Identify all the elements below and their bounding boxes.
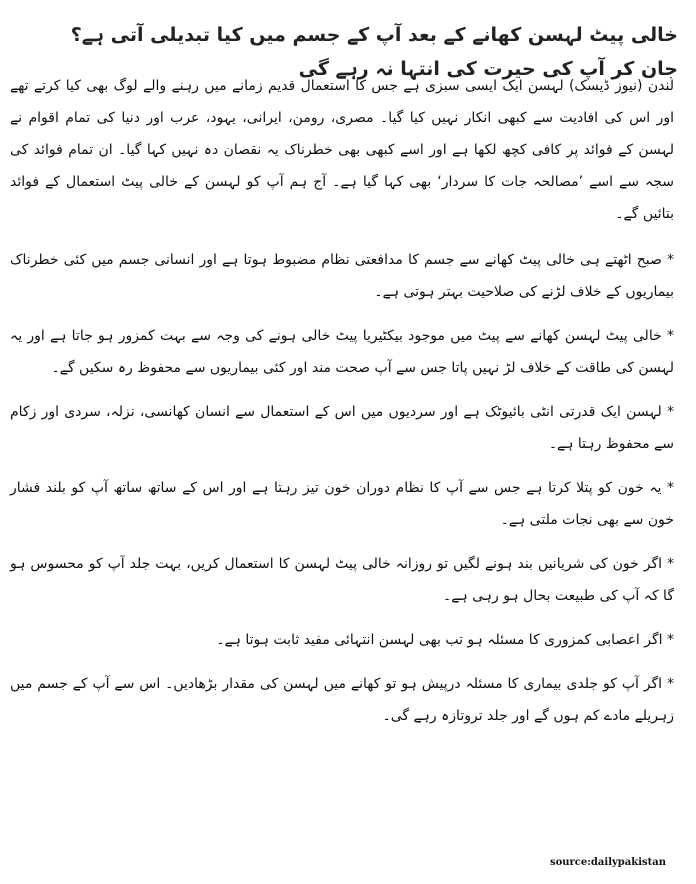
intro-paragraph: لندن (نیوز ڈیسک) لہسن ایک ایسی سبزی ہے جس کا استعمال قدیم زمانے میں رہنے والے لوگ بھی کیا کرتے تھے اور اس کی افادیت سے کبھی انکار نہیں کیا گیا۔ مصری، رومن، ایرانی، یہود، عرب اور دنیا کی تمام اقوام نے لہسن کے فوائد پر کافی کچھ لکھا ہے اور اسے کبھی بھی خطرناک یہ نقصان دہ نہیں کہا گیا۔ ان تمام فوائد کی سجہ سے اسے ’مصالحہ جات کا سردار‘ بھی کہا گیا ہے۔ آج ہم آپ کو لہسن کے خالی پیٹ استعمال کے فوائد بتائیں گے۔ (10, 78, 674, 222)
point-paragraph: * اگر اعصابی کمزوری کا مسئلہ ہو تب بھی لہسن انتہائی مفید ثابت ہوتا ہے۔ (216, 632, 674, 648)
point-paragraph: * لہسن ایک قدرتی انٹی بائیوٹک ہے اور سردیوں میں اس کے استعمال سے انسان کھانسی، نزلہ، سردی اور زکام سے محفوظ رہتا ہے۔ (10, 404, 674, 452)
point-paragraph: * خالی پیٹ لہسن کھانے سے پیٹ میں موجود بیکٹیریا پیٹ خالی ہونے کی وجہ سے بہت کمزور ہو جاتا ہے اور یہ لہسن کی طاقت کے خلاف لڑ نہیں پاتا جس سے آپ صحت مند اور کئی بیماریوں سے محفوظ رہ سکیں گے۔ (10, 328, 674, 376)
point-paragraph: * یہ خون کو پتلا کرتا ہے جس سے آپ کا نظام دوران خون تیز رہتا ہے اور اس کے ساتھ ساتھ آپ کو بلند فشار خون سے بھی نجات ملتی ہے۔ (10, 480, 674, 528)
point-paragraph: * اگر خون کی شریانیں بند ہونے لگیں تو روزانہ خالی پیٹ لہسن کا استعمال کریں، بہت جلد آپ کو محسوس ہو گا کہ آپ کی طبیعت بحال ہو رہی ہے۔ (10, 556, 674, 604)
point-paragraph: * اگر آپ کو جلدی بیماری کا مسئلہ درپیش ہو تو کھانے میں لہسن کی مقدار بڑھادیں۔ اس سے آپ کے جسم میں زہریلے مادے کم ہوں گے اور جلد تروتازہ رہے گی۔ (10, 676, 674, 724)
article-headline: خالی پیٹ لہسن کھانے کے بعد آپ کے جسم میں کیا تبدیلی آتی ہے؟ جان کر آپ کی حیرت کی انتہا نہ رہے گی (70, 24, 678, 80)
source-credit: source:dailypakistan (549, 857, 666, 868)
article-body (10, 70, 674, 744)
point-paragraph: * صبح اٹھتے ہی خالی پیٹ کھانے سے جسم کا مدافعتی نظام مضبوط ہوتا ہے اور انسانی جسم میں کئی خطرناک بیماریوں کے خلاف لڑنے کی صلاحیت بہتر ہوتی ہے۔ (10, 252, 674, 300)
